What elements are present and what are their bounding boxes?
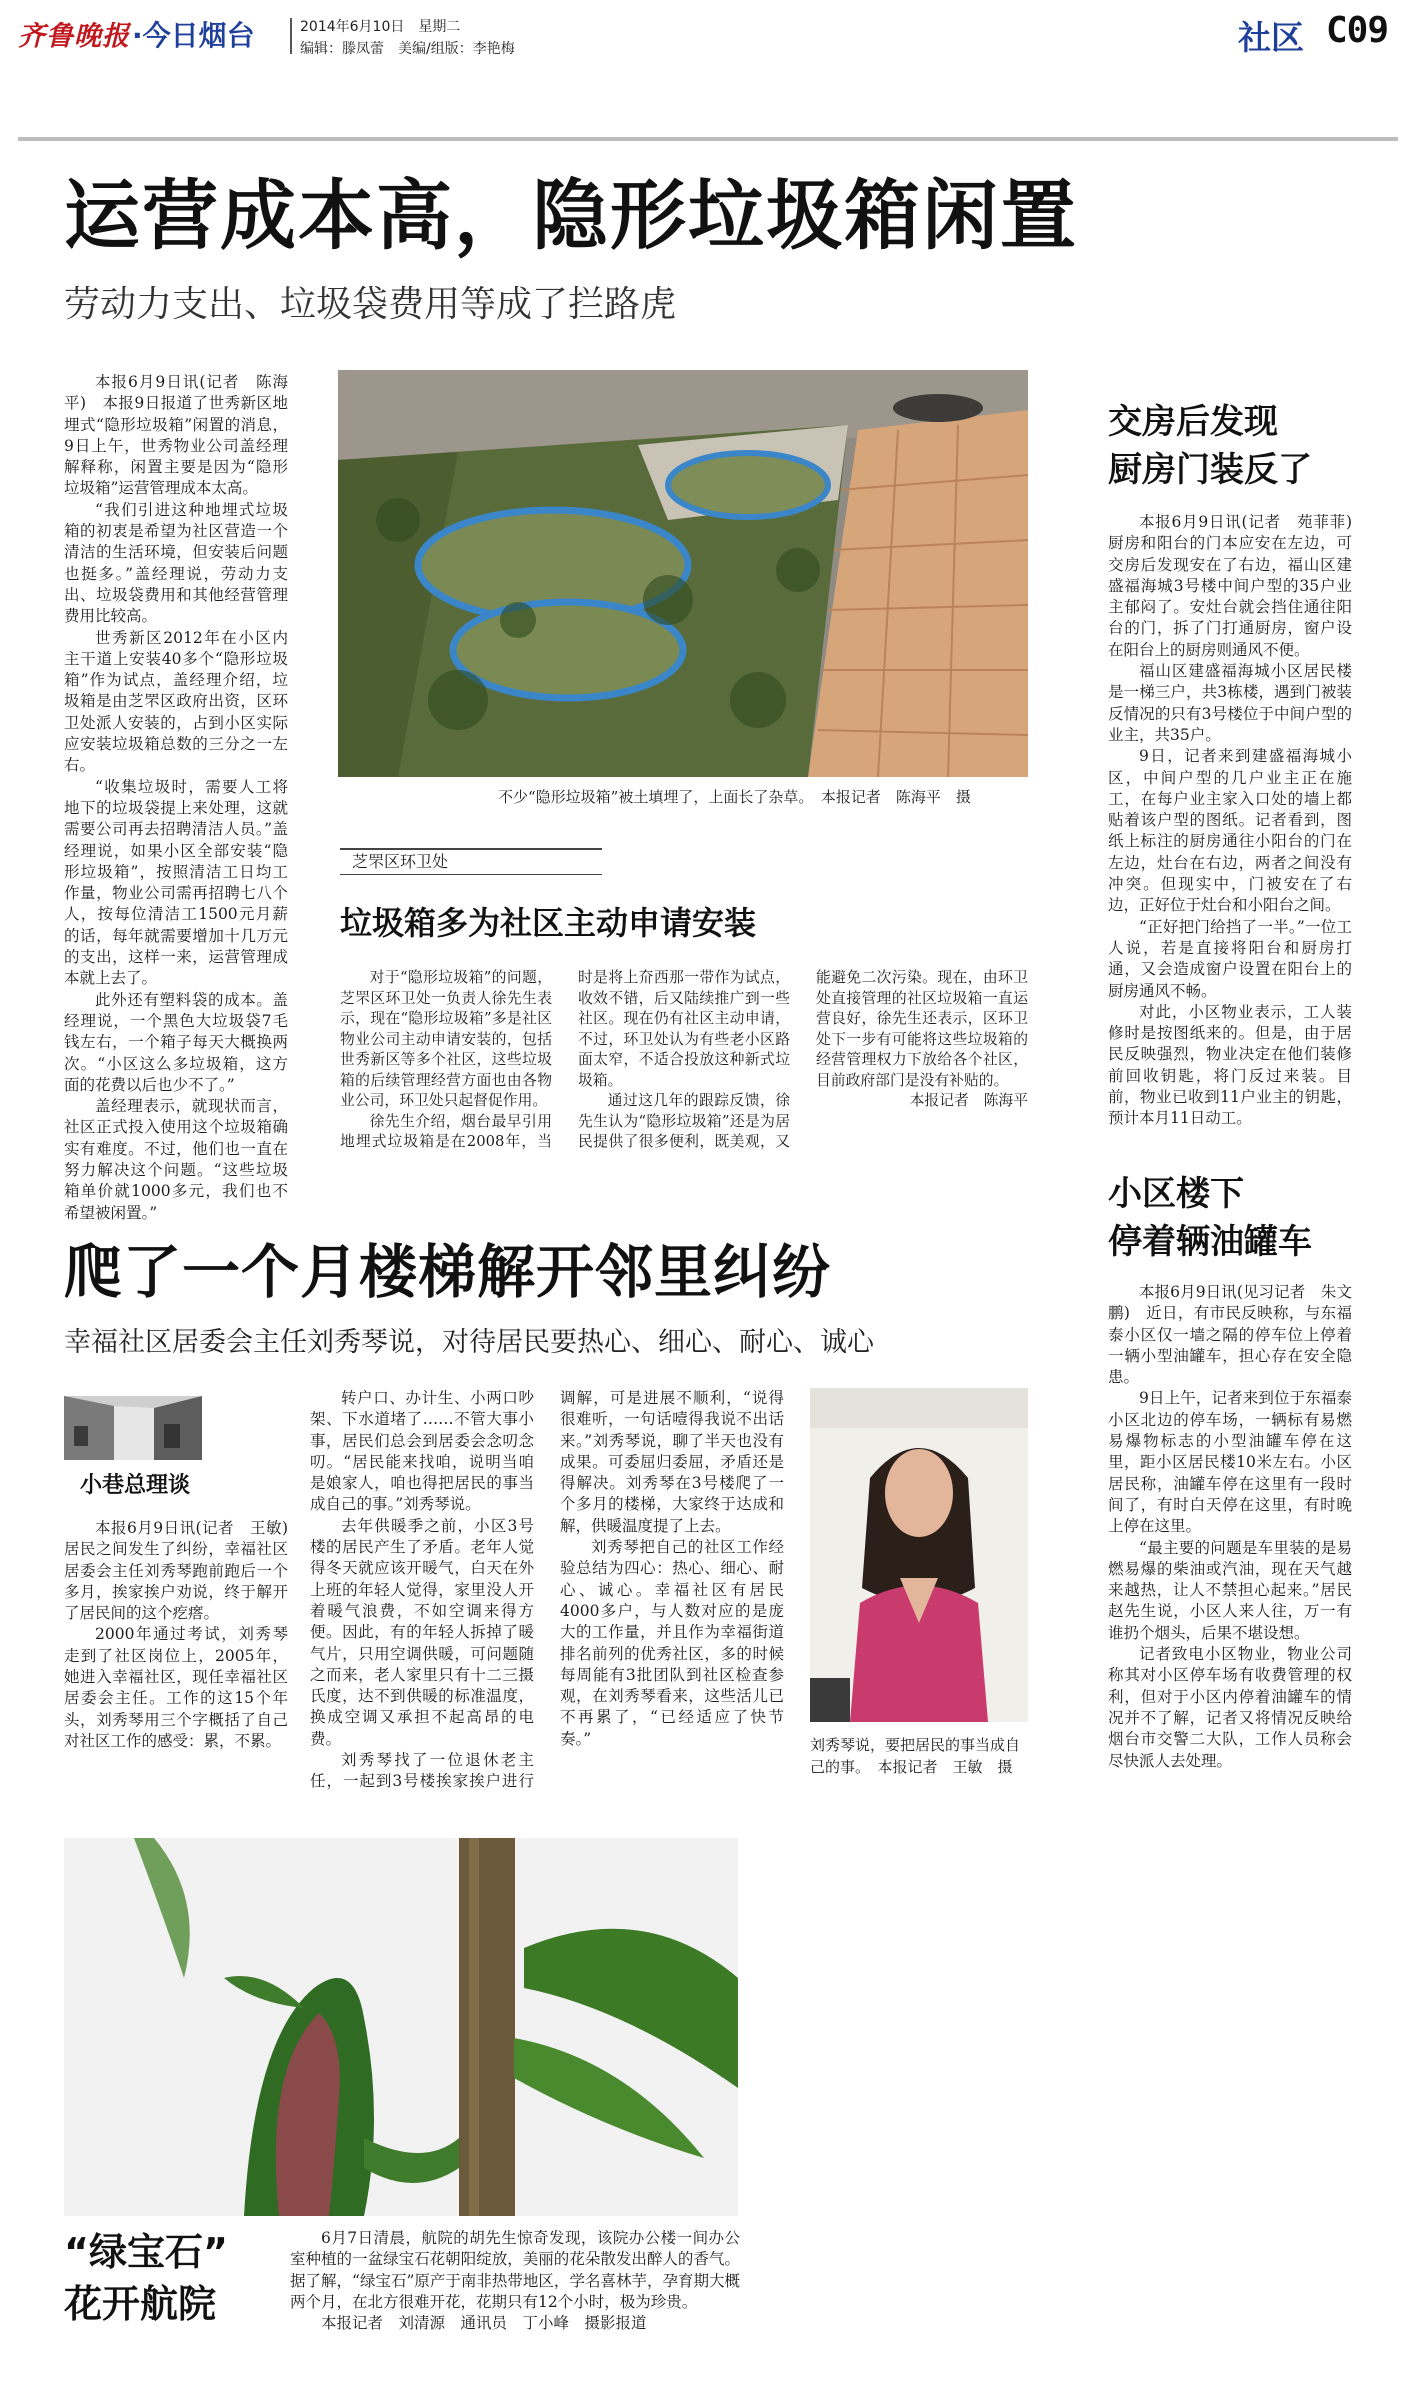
second-body-col1 [64,1518,304,1818]
portrait-photo-liu [810,1388,1028,1722]
side1-paragraph: 本报6月9日讯(记者 苑菲菲) 厨房和阳台的门本应安在左边，可交房后发现安在了右边，福山区建盛福海城3号楼中间户型的35户业主郁闷了。安灶台就会挡住通往阳台的门，拆了门打通厨房，窗户设在阳台上的厨房则通风不便。 [1108,513,1368,659]
second-paragraph: 去年供暖季之前，小区3号楼的居民产生了矛盾。老年人觉得冬天就应该开暖气，白天在外上班的年轻人觉得，家里没人开着暖气浪费，不如空调来得方便。因此，有的年轻人拆掉了暖气片，只用空调供暖，可问题随之而来，老人家里只有十二三摄氏度，达不到供暖的标准温度，换成空调又承担不起高昂的电费。 [310,1516,534,1748]
sub-headline: 垃圾箱多为社区主动申请安装 [340,904,757,942]
side1-headline-line: 厨房门装反了 [1108,450,1312,490]
masthead-date: 2014年6月10日 星期二 [300,19,461,35]
lead-subheadline: 劳动力支出、垃圾袋费用等成了拦路虎 [64,284,677,325]
masthead-rule [18,137,1398,141]
second-paragraph: 刘秀琴找了一位退休老主任，一起到3号楼挨家挨户进行调解，可是进展不顺利，“说得很难听，一句话噎得我说不出话来。”刘秀琴说，聊了半天也没有成果。可委屈归委屈，矛盾还是得解决。刘秀琴在3号楼爬了一个多月的楼梯，大家终于达成和解，供暖温度提了上去。 [310,1389,784,1791]
column-label: 小巷总理谈 [80,1473,191,1498]
lead-body [64,372,288,1222]
flower-headline-line: “绿宝石” [64,2230,228,2274]
flower-photo [64,1838,738,2216]
side2-headline-line: 停着辆油罐车 [1108,1222,1312,1262]
lead-paragraph: 此外还有塑料袋的成本。盖经理说，一个黑色大垃圾袋7毛钱左右，一个箱子每天大概换两次。“小区这么多垃圾箱，这方面的花费以后也少不了。” [64,990,288,1094]
lead-paragraph: “收集垃圾时，需要人工将地下的垃圾袋提上来处理，这就需要公司再去招聘清洁人员。”盖经理说，如果小区全部安装“隐形垃圾箱”，按照清洁工日均工作量，物业公司需再招聘七八个人，按每位清洁工1500元月薪的话，每年就需要增加十几万元的支出，这样一来，运营管理成本就上去了。 [64,777,288,988]
sub-kicker [340,848,602,875]
flower-credit: 本报记者 刘清源 通讯员 丁小峰 摄影报道 [321,2314,647,2333]
section-name: 社区 [1238,18,1304,57]
flower-headline-line: 花开航院 [64,2282,217,2326]
column-logo-photo [64,1396,202,1460]
side2-paragraph: “最主要的问题是车里装的是易燃易爆的柴油或汽油，现在天气越来越热，让人不禁担心起来。”居民赵先生说，小区人来人往，万一有谁扔个烟头，后果不堪设想。 [1108,1538,1352,1642]
second-paragraph: 2000年通过考试，刘秀琴走到了社区岗位上，2005年，她进入幸福社区，现任幸福社区居委会主任。工作的这15个年头，刘秀琴用三个字概括了自己对社区工作的感受：累，不累。 [64,1625,288,1750]
side2-paragraph: 本报6月9日讯(见习记者 朱文鹏) 近日，有市民反映称，与东福泰小区仅一墙之隔的停车位上停着一辆小型油罐车，担心存在安全隐患。 [1108,1283,1352,1387]
side1-paragraph: 对此，小区物业表示，工人装修时是按图纸来的。但是，由于居民反映强烈，物业决定在他们装修前回收钥匙，将门反过来装。目前，物业已收到11户业主的钥匙，预计本月11日动工。 [1108,1002,1352,1128]
sub-credit: 本报记者 陈海平 [909,1092,1028,1109]
flower-body [290,2228,740,2334]
second-paragraph: 转户口、办计生、小两口吵架、下水道堵了……不管大事小事，居民们总会到居委会念叨念叨。“居民能来找咱，说明当咱是娘家人，咱也得把居民的事当成自己的事。”刘秀琴说。 [310,1389,534,1514]
side2-body [1108,1282,1352,1842]
lead-photo-caption: 不少“隐形垃圾箱”被土填埋了，上面长了杂草。 本报记者 陈海平 摄 [498,788,971,806]
flower-illustration [64,1838,738,2216]
grass-bin-illustration [338,370,1028,777]
flower-headline [64,2226,228,2330]
second-paragraph: 本报6月9日讯(记者 王敏) 居民之间发生了纠纷，幸福社区居委会主任刘秀琴跑前跑后一个多月，挨家挨户劝说，终于解开了居民间的这个疙瘩。 [64,1519,304,1623]
side1-headline-line: 交房后发现 [1108,402,1278,442]
sub-paragraph: 对于“隐形垃圾箱”的问题，芝罘区环卫处一负责人徐先生表示，现在“隐形垃圾箱”多是社区物业公司主动申请安装的，包括世秀新区等多个社区，这些垃圾箱的后续管理经营方面也由各物业公司，环卫处只起督促作用。 [340,969,552,1109]
side2-paragraph: 9日上午，记者来到位于东福泰小区北边的停车场，一辆标有易燃易爆物标志的小型油罐车停在这里，距小区居民楼10米左右。小区居民称，油罐车停在这里有一段时间了，有时白天停在这里，有时晚上停在这里。 [1108,1389,1352,1536]
sub-paragraph: 通过这几年的跟踪反馈，徐先生认为“隐形垃圾箱”还是为居民提供了很多便利，既美观，又能避免二次污染。现在，由环卫处直接管理的社区垃圾箱一直运营良好，徐先生还表示，区环卫处下一步有可能将这些垃圾箱的经营管理权力下放给各个社区，目前政府部门是没有补贴的。 [578,969,1028,1150]
alley-icon [64,1396,202,1460]
lead-photo-trash-bins [338,370,1028,777]
side1-body [1108,512,1368,1128]
side1-headline [1108,398,1312,494]
flower-paragraph: 6月7日清晨，航院的胡先生惊奇发现，该院办公楼一间办公室种植的一盆绿宝石花朝阳绽放，美丽的花朵散发出醉人的香气。据了解，“绿宝石”原产于南非热带地区，学名喜林芋，孕育期大概两个月，在北方很难开花，花期只有12个小时，极为珍贵。 [290,2229,740,2311]
side2-paragraph: 记者致电小区物业，物业公司称其对小区停车场有收费管理的权利，但对于小区内停着油罐车的情况并不了解，记者又将情况反映给烟台市交警二大队，工作人员称会尽快派人去处理。 [1108,1645,1352,1770]
masthead [0,0,1417,70]
lead-paragraph: 盖经理表示，就现状而言，社区正式投入使用这个垃圾箱确实有难度。不过，他们也一直在努力解决这个问题。“这些垃圾箱单价就1000多元，我们也不希望被闲置。” [64,1097,288,1222]
side1-paragraph: 9日，记者来到建盛福海城小区，中间户型的几户业主正在施工，在每户业主家入口处的墙上都贴着该户型的图纸。记者看到，图纸上标注的厨房通往小阳台的门在左边，灶台在右边，两者之间没有冲突。但现实中，门被安在了右边，正好位于灶台和小阳台之间。 [1108,747,1352,915]
masthead-editors: 编辑：滕凤蕾 美编/组版：李艳梅 [300,41,515,57]
masthead-paper-name: 齐鲁晚报 [18,21,130,52]
sub-body [340,968,1028,1168]
masthead-edition: ·今日烟台 [132,19,255,52]
second-subheadline: 幸福社区居委会主任刘秀琴说，对待居民要热心、细心、耐心、诚心 [64,1327,874,1358]
lead-headline: 运营成本高，隐形垃圾箱闲置 [64,171,1078,260]
sub-paragraph: 徐先生介绍，烟台最早引用地埋式垃圾箱是在2008年，当时是将上夼西那一带作为试点，收效不错，后又陆续推广到一些社区。现在仍有社区主动申请，不过，环卫处认为有些老小区路面太窄，不适合投放这种新式垃圾箱。 [340,969,790,1150]
portrait-photo-caption: 刘秀琴说，要把居民的事当成自己的事。 本报记者 王敏 摄 [810,1736,1021,1776]
lead-paragraph: 世秀新区2012年在小区内主干道上安装40多个“隐形垃圾箱”作为试点，盖经理介绍，垃圾箱是由芝罘区政府出资，区环卫处派人安装的，占到小区实际应安装垃圾箱总数的三分之一左右。 [64,628,288,775]
second-body-cols [310,1388,784,1806]
lead-paragraph: 本报6月9日讯(记者 陈海平) 本报9日报道了世秀新区地埋式“隐形垃圾箱”闲置的消息，9日上午，世秀物业公司盖经理解释称，闲置主要是因为“隐形垃圾箱”运营管理成本太高。 [64,373,288,498]
side1-paragraph: “正好把门给挡了一半。”一位工人说，若是直接将阳台和厨房打通，又会造成窗户设置在阳台上的厨房通风不畅。 [1108,917,1352,1000]
side2-headline-line: 小区楼下 [1108,1174,1244,1214]
second-paragraph: 刘秀琴把自己的社区工作经验总结为四心：热心、细心、耐心、诚心。幸福社区有居民4000多户，与人数对应的是庞大的工作量，并且作为幸福街道排名前列的优秀社区，多的时候每周能有3批团队到社区检查参观，在刘秀琴看来，这些活儿已不再累了，“已经适应了快节奏。” [560,1538,784,1748]
second-headline: 爬了一个月楼梯解开邻里纠纷 [64,1238,832,1306]
sub-kicker-text: 芝罘区环卫处 [352,852,449,871]
masthead-divider [290,18,292,54]
lead-paragraph: “我们引进这种地埋式垃圾箱的初衷是希望为社区营造一个清洁的生活环境，但安装后问题也挺多。”盖经理说，劳动力支出、垃圾袋费用和其他经营管理费用比较高。 [64,500,288,626]
page-number: C09 [1326,10,1389,51]
side1-paragraph: 福山区建盛福海城小区居民楼是一梯三户，共3栋楼，遇到门被装反情况的只有3号楼位于中间户型的业主，共35户。 [1108,662,1352,744]
portrait-illustration [810,1388,1028,1722]
side2-headline [1108,1170,1312,1266]
